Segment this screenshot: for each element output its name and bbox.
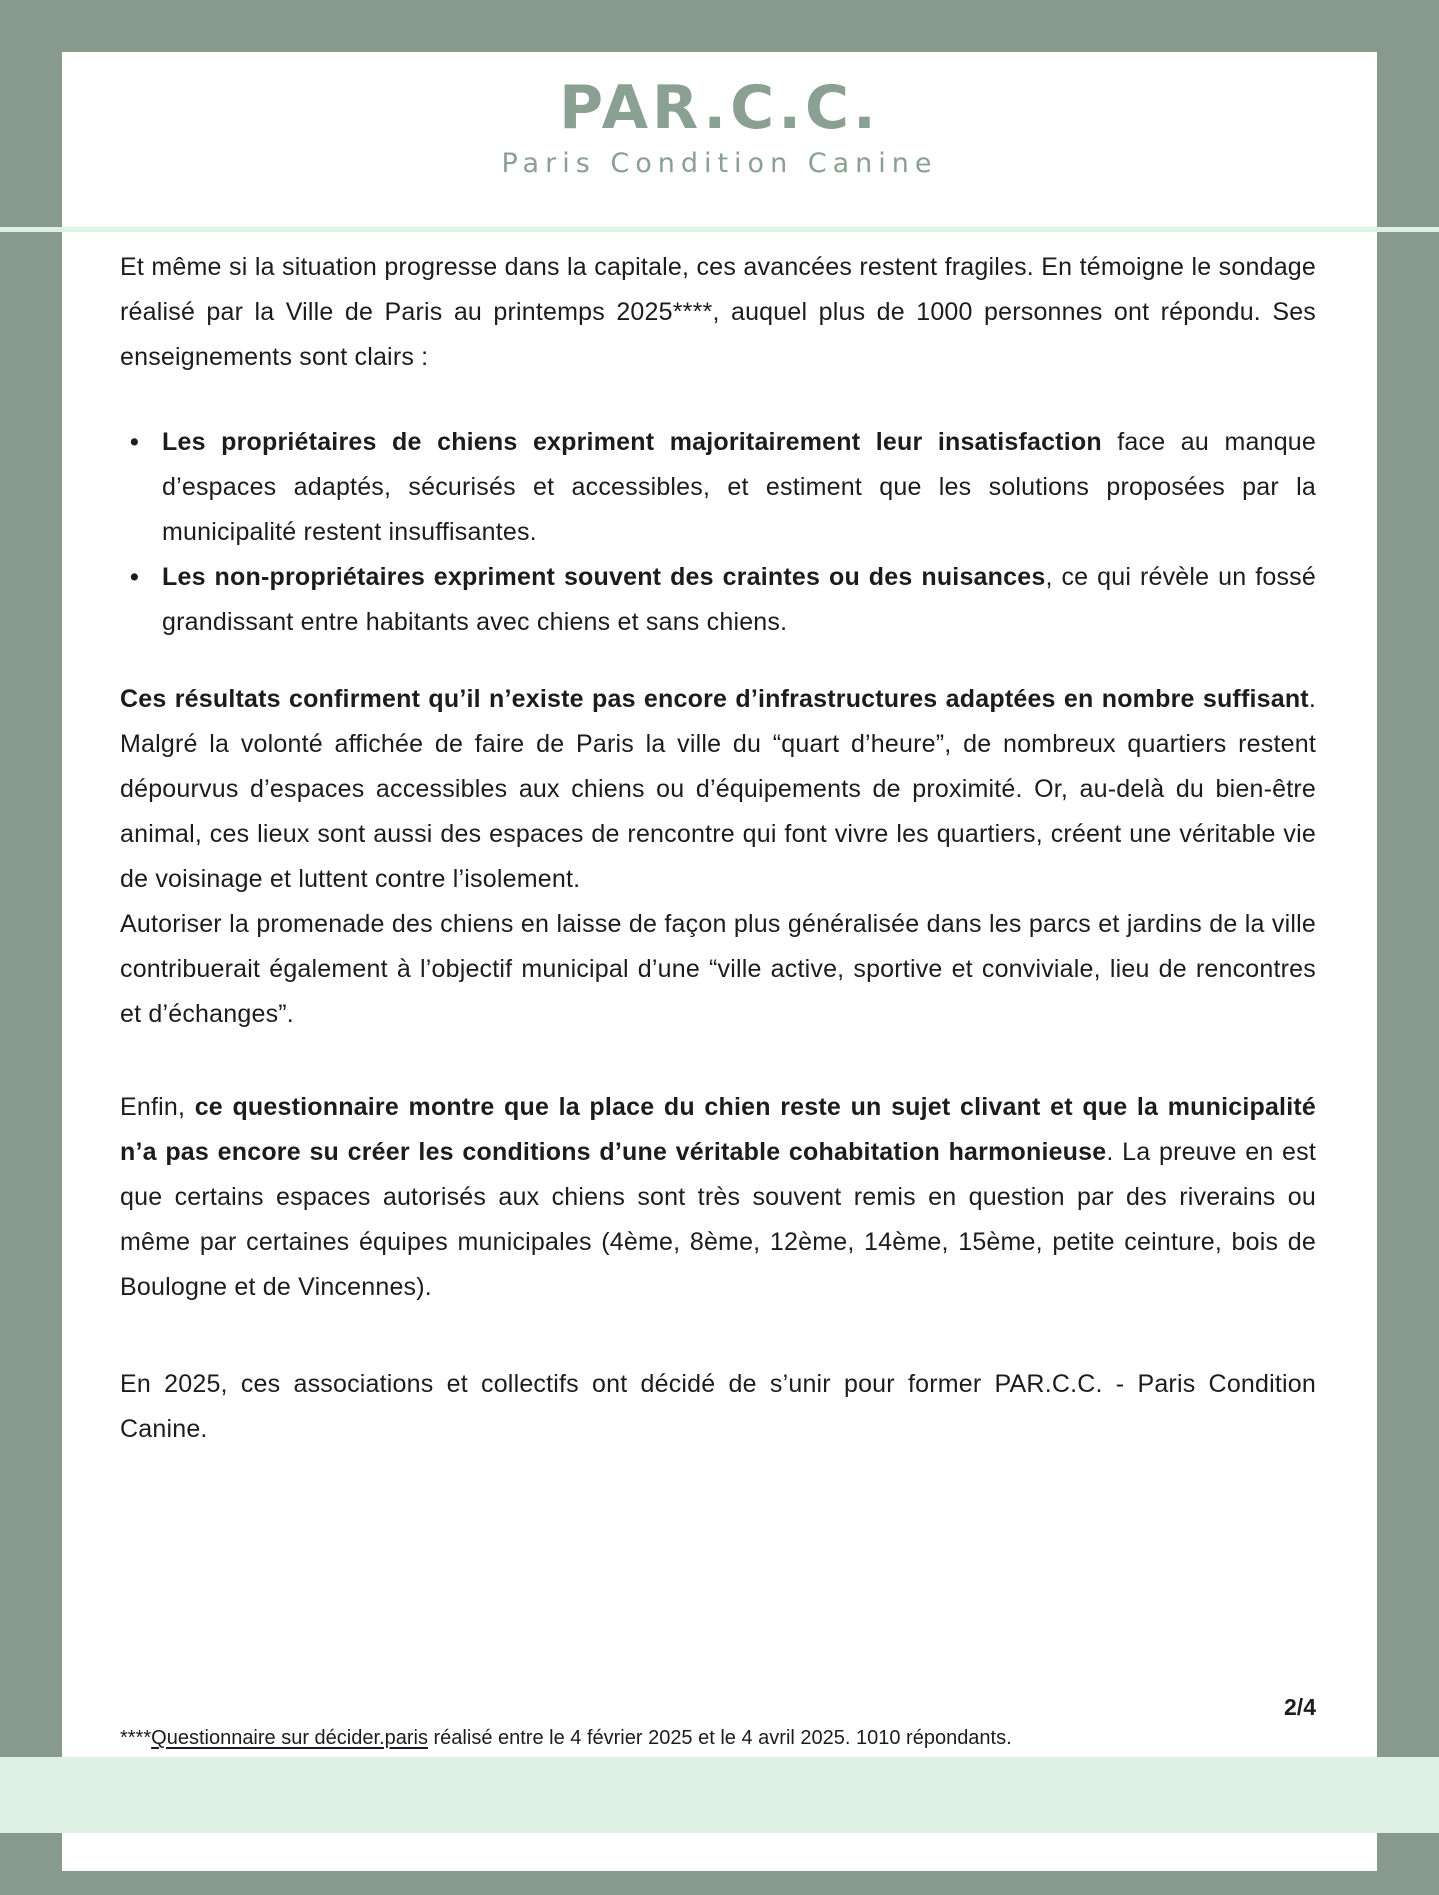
page-number: 2/4 (1284, 1694, 1316, 1720)
right-border (1377, 0, 1439, 1895)
conclusion-prefix: Enfin, (120, 1093, 195, 1121)
footer-accent-band (0, 1757, 1439, 1833)
bullet-marker: • (130, 563, 139, 591)
union-text: En 2025, ces associations et collectifs ont décidé de s’unir pour former PAR.C.C. - Paris Condition Canine. (120, 1370, 1316, 1443)
bullet-item-non-owners (120, 555, 1316, 645)
bullet-list (120, 420, 1316, 645)
conclusion-bold: ce questionnaire montre que la place du chien reste un sujet clivant et que la municipalité n’a pas encore su créer les conditions d’une véritable cohabitation harmonieuse (120, 1093, 1316, 1166)
bullet-non-owners-bold: Les non-propriétaires expriment souvent des craintes ou des nuisances (162, 563, 1046, 591)
results-paragraph (120, 677, 1316, 902)
header-divider-line (0, 227, 1439, 232)
bullet-owners-rest: face au manque d’espaces adaptés, sécurisés et accessibles, et estiment que les solutions proposées par la municipalité restent insuffisantes. (162, 428, 1317, 546)
bullet-marker: • (130, 428, 139, 456)
results-bold: Ces résultats confirment qu’il n’existe pas encore d’infrastructures adaptées en nombre suffisant (120, 685, 1309, 713)
union-paragraph (120, 1362, 1316, 1452)
footnote-link[interactable]: Questionnaire sur décider.paris (151, 1727, 428, 1749)
footnote-rest: réalisé entre le 4 février 2025 et le 4 avril 2025. 1010 répondants. (427, 1727, 1012, 1749)
bottom-border (0, 1871, 1439, 1895)
results-rest: . Malgré la volonté affichée de faire de Paris la ville du “quart d’heure”, de nombreux quartiers restent dépourvus d’espaces accessibles aux chiens ou d’équipements de proximité. Or, au-delà du bien-être animal, ces lieux sont aussi des espaces de rencontre qui font vivre les quartiers, créent une véritable vie de voisinage et luttent contre l’isolement. (120, 685, 1316, 893)
leash-text: Autoriser la promenade des chiens en laisse de façon plus généralisée dans les parcs et jardins de la ville contribuerait également à l’objectif municipal d’une “ville active, sportive et conviviale, lieu de rencontres et d’échanges”. (120, 910, 1316, 1028)
leash-paragraph (120, 902, 1316, 1037)
intro-paragraph (120, 245, 1316, 380)
document-body (120, 245, 1316, 1452)
logo (0, 73, 1439, 179)
footnote-stars: **** (120, 1727, 152, 1749)
footnote (120, 1724, 1360, 1752)
top-border (0, 0, 1439, 52)
conclusion-rest: . La preuve en est que certains espaces autorisés aux chiens sont très souvent remis en question par des riverains ou même par certaines équipes municipales (4ème, 8ème, 12ème, 14ème, 15ème, petite ceinture, bois de Boulogne et de Vincennes). (120, 1138, 1317, 1301)
left-border (0, 0, 62, 1895)
bullet-item-owners (120, 420, 1316, 555)
bullet-owners-bold: Les propriétaires de chiens expriment majoritairement leur insatisfaction (162, 428, 1102, 456)
logo-title: PAR.C.C. (559, 73, 880, 143)
conclusion-paragraph (120, 1085, 1316, 1310)
intro-text: Et même si la situation progresse dans la capitale, ces avancées restent fragiles. En témoigne le sondage réalisé par la Ville de Paris au printemps 2025****, auquel plus de 1000 personnes ont répondu. Ses enseignements sont clairs : (120, 253, 1316, 371)
bullet-non-owners-rest: , ce qui révèle un fossé grandissant entre habitants avec chiens et sans chiens. (162, 563, 1316, 636)
logo-subtitle: Paris Condition Canine (501, 148, 938, 179)
